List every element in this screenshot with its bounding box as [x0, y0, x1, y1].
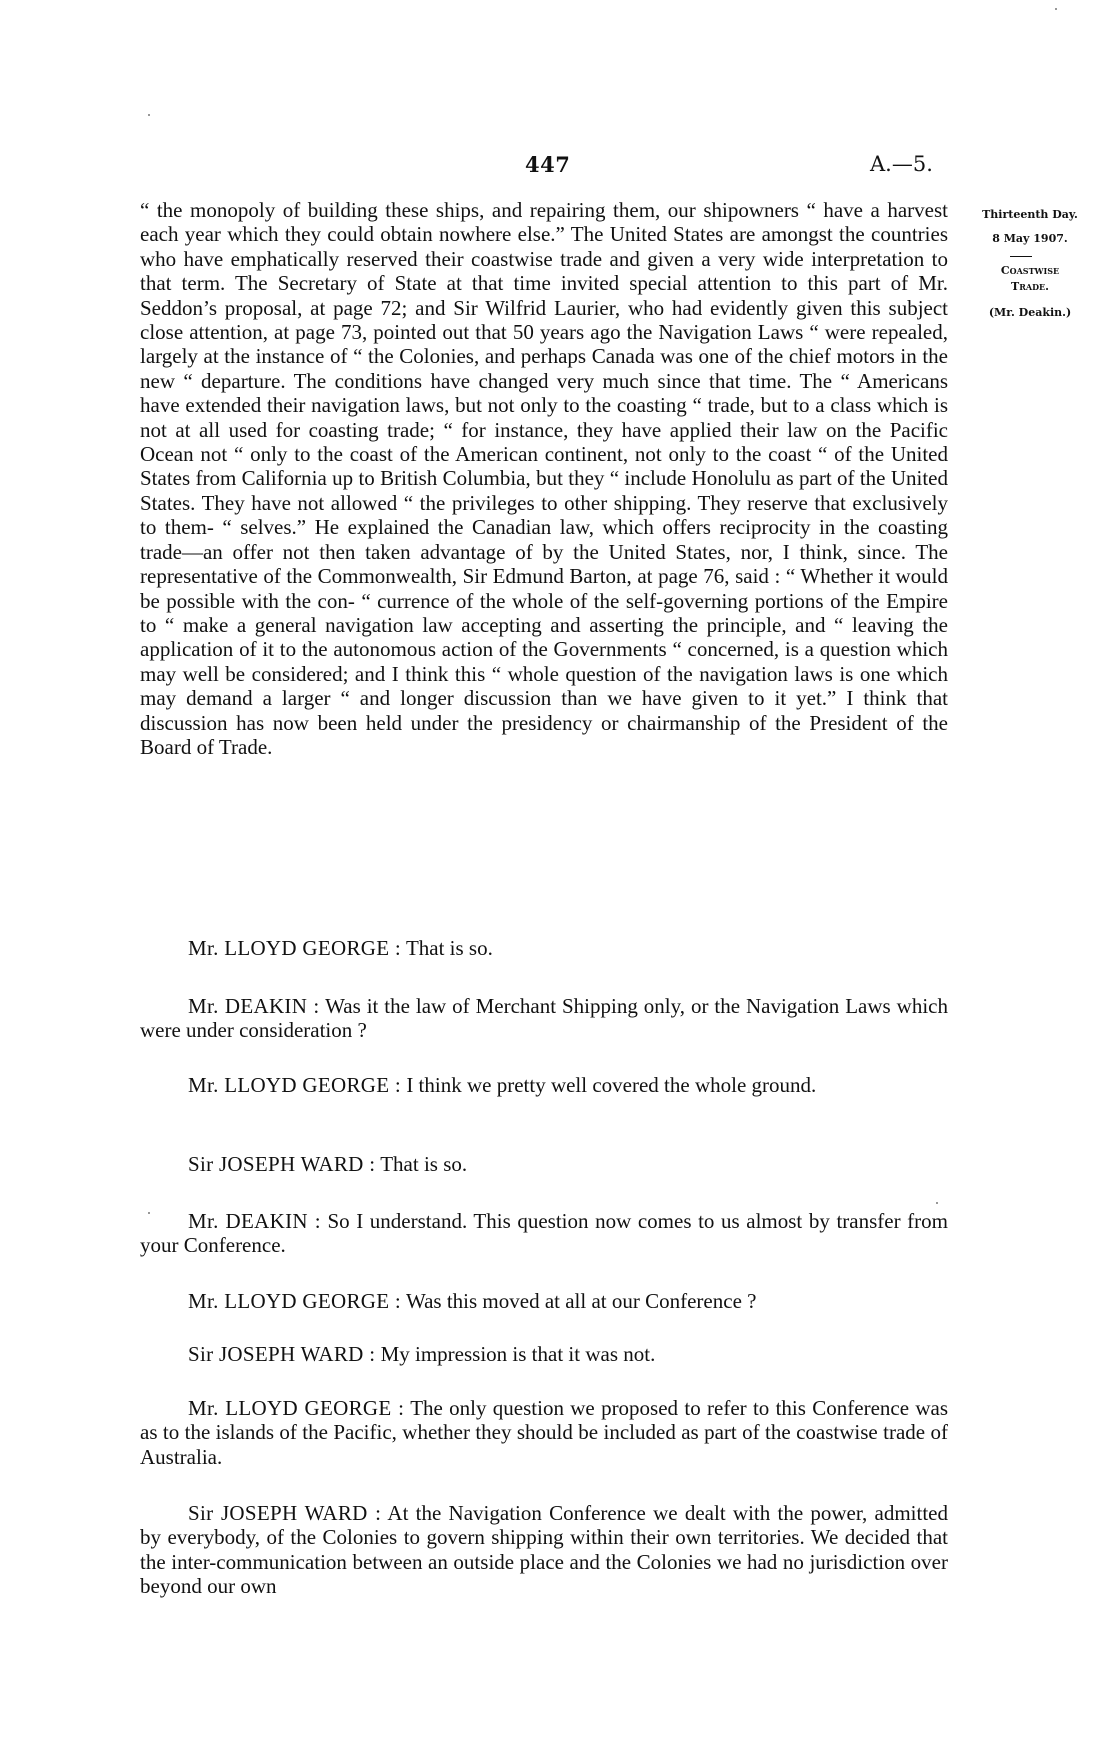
speaker-name: Sir JOSEPH WARD : [188, 1501, 382, 1525]
speaker-name: Mr. DEAKIN : [188, 1209, 321, 1233]
speech-text: At the Navigation Conference we dealt with the power, admitted by everybody, of the Colonies to govern shipping within their own territories. We decided that the inter-communication between an outside place and the Colonies we had no jurisdiction over beyond our own [140, 1501, 948, 1599]
speech-text: I think we pretty well covered the whole ground. [406, 1073, 817, 1097]
page-number: 447 [525, 152, 571, 177]
scan-speck [936, 1202, 938, 1204]
speaker-name: Mr. DEAKIN : [188, 994, 320, 1018]
document-reference: A.—5. [870, 152, 933, 176]
margin-divider [1010, 256, 1032, 257]
speech-text: So I understand. This question now comes to us almost by transfer from your Conference. [140, 1209, 948, 1258]
speaker-name: Sir JOSEPH WARD : [188, 1152, 376, 1176]
speech-text: Was this moved at all at our Conference ? [405, 1289, 757, 1313]
speech-entry [140, 1396, 948, 1469]
margin-note-speaker: (Mr. Deakin.) [988, 306, 1072, 319]
scan-speck [148, 114, 150, 116]
scan-speck [1055, 8, 1057, 10]
speech-entry [140, 1073, 948, 1097]
speech-text: That is so. [405, 936, 493, 960]
speech-text: My impression is that it was not. [380, 1342, 656, 1366]
speech-entry [140, 1209, 948, 1258]
speaker-name: Mr. LLOYD GEORGE : [188, 1073, 402, 1097]
speaker-name: Sir JOSEPH WARD : [188, 1342, 376, 1366]
margin-note-topic-continued: Trade. [1011, 280, 1049, 293]
margin-note-date: 8 May 1907. [992, 232, 1068, 245]
speaker-name: Mr. LLOYD GEORGE : [188, 936, 402, 960]
scan-speck [148, 1212, 150, 1214]
speech-text: That is so. [380, 1152, 468, 1176]
margin-note-topic: Coastwise [1000, 264, 1060, 277]
opening-paragraph: “ the monopoly of building these ships, and repairing them, our shipowners “ have a harvest each year which they could obtain nowhere else.” The United States are amongst the countries who have emphatically reserved their coastwise trade and given a very wide interpretation to that term. The Secretary of State at that time invited special attention to this part of Mr. Seddon’s proposal, at page 72; and Sir Wilfrid Laurier, who had evidently given this subject close attention, at page 73, pointed out that 50 years ago the Navigation Laws “ were repealed, largely at the instance of “ the Colonies, and perhaps Canada was one of the chief motors in the new “ departure. The conditions have changed very much since that time. The “ Americans have extended their navigation laws, but not only to the coasting “ trade, but to a class which is not at all used for coasting trade; “ for instance, they have applied their law on the Pacific Ocean not “ only to the coast of the American continent, not only to the coast “ of the United States from California up to British Columbia, but they “ include Honolulu as part of the United States. They have not allowed “ the privileges to other shipping. They reserve that exclusively to them- “ selves.” He explained the Canadian law, which offers reciprocity in the coasting trade—an offer not then taken advantage of by the United States, nor, I think, since. The representative of the Commonwealth, Sir Edmund Barton, at page 76, said : “ Whether it would be possible with the con- “ currence of the whole of the self-governing portions of the Empire to “ make a general navigation law accepting and asserting the principle, and “ leaving the application of it to the autonomous action of the Governments “ concerned, is a question which may well be considered; and I think this “ whole question of the navigation laws is one which may demand a larger “ and longer discussion than we have given to it yet.” I think that discussion has now been held under the presidency or chairmanship of the President of the Board of Trade. [140, 198, 948, 759]
speech-entry [140, 936, 948, 960]
speech-entry [140, 1501, 948, 1599]
margin-note-day: Thirteenth Day. [982, 208, 1078, 221]
speech-entry [140, 1152, 948, 1176]
speech-text: Was it the law of Merchant Shipping only, or the Navigation Laws which were under consideration ? [140, 994, 948, 1043]
speech-entry [140, 994, 948, 1043]
speaker-name: Mr. LLOYD GEORGE : [188, 1396, 405, 1420]
speech-entry [140, 1342, 948, 1366]
speech-text: The only question we proposed to refer to this Conference was as to the islands of the Pacific, whether they should be included as part of the coastwise trade of Australia. [140, 1396, 948, 1469]
speech-entry [140, 1289, 948, 1313]
speaker-name: Mr. LLOYD GEORGE : [188, 1289, 402, 1313]
